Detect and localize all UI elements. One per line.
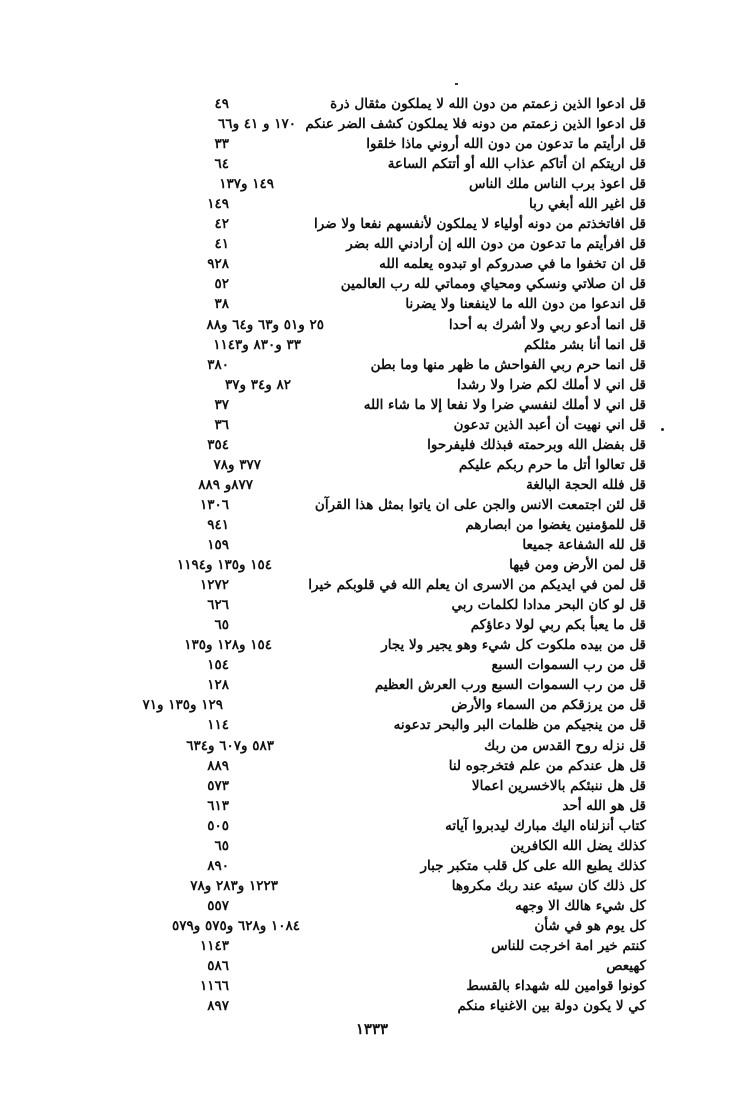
page-references: ٥٥٧ xyxy=(207,897,229,914)
page-references: ٥٨٦ xyxy=(207,958,229,975)
verse-text: قل من يرزقكم من السماء والأرض xyxy=(451,697,646,714)
index-entry xyxy=(180,615,646,635)
page-references: ١١٤٣ xyxy=(199,937,229,954)
page-references: ٣٨٠ xyxy=(207,356,229,373)
index-entry xyxy=(180,816,646,836)
page-references: ٨٩٠ xyxy=(207,857,229,874)
index-entry xyxy=(142,695,646,715)
verse-text: قل هل عندكم من علم فتخرجوه لنا xyxy=(448,757,646,774)
verse-text: قل نزله روح القدس من ربك xyxy=(484,737,646,754)
page-references: ٨٧٧و ٨٨٩ xyxy=(198,476,253,493)
page-references: ٥٢ xyxy=(214,276,229,293)
page-references: ١٥٤ xyxy=(207,657,229,674)
verse-text: كهيعص xyxy=(606,958,646,975)
page-references: ١٠٨٤ و٦٢٨ و٥٧٥ و٥٧٩ xyxy=(171,917,300,934)
index-entry xyxy=(180,435,646,455)
verse-text: قل افاتخذتم من دونه أولياء لا يملكون لأنفسهم نفعا ولا ضرا xyxy=(314,216,646,233)
index-entry xyxy=(180,635,646,655)
page-references: ١٥٤ و١٣٥ و١١٩٤ xyxy=(176,557,272,574)
page-number: ١٣٣٣ xyxy=(355,1020,389,1038)
page-references: ٣٦ xyxy=(214,416,229,433)
verse-text: قل اريتكم ان أتاكم عذاب الله أو أتتكم الساعة xyxy=(387,156,646,173)
verse-text: قل ان صلاتي ونسكي ومحياي ومماتي لله رب العالمين xyxy=(340,276,646,293)
index-entry xyxy=(180,776,646,796)
index-entry xyxy=(180,535,646,555)
verse-text: قل للمؤمنين يغضوا من ابصارهم xyxy=(465,516,646,533)
page-references: ٦١٣ xyxy=(207,797,229,814)
page-references: ١٥٤ و١٢٨ و١٣٥ xyxy=(184,637,272,654)
page-references: ٢٥ و٥١ و٦٣ و٦٤ و٨٨ xyxy=(206,316,324,333)
page-references: ١٢٩ و١٣٥ و٧١ xyxy=(142,697,223,714)
verse-text: قل انما أنا بشر مثلكم xyxy=(524,336,646,353)
verse-text: قل اغير الله أبغي ربا xyxy=(528,196,646,213)
page-references: ٥٧٣ xyxy=(207,777,229,794)
index-entry xyxy=(180,415,646,435)
index-entry xyxy=(180,495,646,515)
verse-text: كذلك يضل الله الكافرين xyxy=(510,837,646,854)
index-entry xyxy=(180,194,646,214)
verse-text: قل اني نهيت أن أعبد الذين تدعون xyxy=(453,416,646,433)
page-references: ٦٥ xyxy=(214,617,229,634)
page-references: ٣٨ xyxy=(214,296,229,313)
verse-text: قل بفضل الله وبرحمته فبذلك فليفرحوا xyxy=(427,436,646,453)
verse-text: كل ذلك كان سيئه عند ربك مكروها xyxy=(451,877,646,894)
verse-text: قل لو كان البحر مدادا لكلمات ربي xyxy=(451,597,646,614)
index-entry xyxy=(180,595,646,615)
index-entry xyxy=(180,274,646,294)
page-references: ٥٨٣ و٦٠٧ و٦٣٤ xyxy=(186,737,274,754)
verse-text: قل هل ننبئكم بالاخسرين اعمالا xyxy=(471,777,646,794)
verse-text: قل انما أدعو ربي ولا أشرك به أحدا xyxy=(448,316,646,333)
page-references: ٣٧٧ و٧٨ xyxy=(213,456,261,473)
verse-text: قل ان تخفوا ما في صدروكم او تبدوه يعلمه الله xyxy=(379,256,646,273)
page-references: ١١٤ xyxy=(207,717,229,734)
index-entry xyxy=(180,254,646,274)
verse-text: قل اندعوا من دون الله ما لاينفعنا ولا يضرنا xyxy=(405,296,646,313)
index-entry xyxy=(180,475,646,495)
index-entry xyxy=(180,294,646,314)
index-entry xyxy=(180,796,646,816)
index-entry xyxy=(180,575,646,595)
index-entry xyxy=(180,936,646,956)
index-entry xyxy=(180,655,646,675)
page-references: ١٢٧٢ xyxy=(199,577,229,594)
page-references: ٦٢٦ xyxy=(207,597,229,614)
page-references: ١٢٨ xyxy=(207,677,229,694)
page-references: ١٤٩ و١٣٧ xyxy=(219,176,274,193)
page-references: ٦٥ xyxy=(214,837,229,854)
verse-text: قل فلله الحجة البالغة xyxy=(526,476,646,493)
scan-speck xyxy=(661,428,664,431)
index-entry xyxy=(180,315,646,335)
index-entry xyxy=(180,896,646,916)
verse-text: قل ادعوا الذين زعمتم من دونه فلا يملكون كشف الضر عنكم xyxy=(305,116,646,133)
page-references: ٤٢ xyxy=(214,216,229,233)
verse-text: كل شيء هالك الا وجهه xyxy=(515,897,646,914)
index-entry xyxy=(180,94,646,114)
index-entry xyxy=(180,976,646,996)
verse-text: قل من رب السموات السبع ورب العرش العظيم xyxy=(374,677,646,694)
page-references: ١٣٠٦ xyxy=(199,496,229,513)
index-entry xyxy=(180,515,646,535)
index-entry xyxy=(180,174,646,194)
page-references: ٣٥٤ xyxy=(207,436,229,453)
verse-text: كي لا يكون دولة بين الاغنياء منكم xyxy=(457,998,646,1015)
index-entry xyxy=(180,375,646,395)
index-entry xyxy=(180,214,646,234)
index-entry xyxy=(180,715,646,735)
verse-text: قل لمن في ايديكم من الاسرى ان يعلم الله في قلوبكم خيرا xyxy=(308,577,646,594)
index-entry xyxy=(180,856,646,876)
verse-text: كنتم خير امة اخرجت للناس xyxy=(491,937,646,954)
verse-text: كتاب أنزلناه اليك مبارك ليدبروا آياته xyxy=(445,817,646,834)
verse-text: قل هو الله أحد xyxy=(562,797,646,814)
index-entry xyxy=(180,996,646,1016)
page-references: ٥٠٥ xyxy=(207,817,229,834)
verse-index-list xyxy=(142,94,646,1016)
verse-text: قل اني لا أملك لنفسي ضرا ولا نفعا إلا ما شاء الله xyxy=(363,396,646,413)
verse-text: قل ادعوا الذين زعمتم من دون الله لا يملكون مثقال ذرة xyxy=(330,96,646,112)
verse-text: قل انما حرم ربي الفواحش ما ظهر منها وما بطن xyxy=(370,356,646,373)
index-entry xyxy=(180,836,646,856)
page-references: ١٥٩ xyxy=(207,537,229,554)
verse-text: كونوا قوامين لله شهداء بالقسط xyxy=(466,978,646,995)
index-entry xyxy=(180,234,646,254)
index-entry xyxy=(180,455,646,475)
verse-text: قل اني لا أملك لكم ضرا ولا رشدا xyxy=(457,376,646,393)
page-references: ٨٩٧ xyxy=(207,998,229,1015)
page-references: ٣٧ xyxy=(214,396,229,413)
index-entry xyxy=(180,956,646,976)
page-references: ٣٣ و٨٣٠ و١١٤٣ xyxy=(213,336,301,353)
verse-text: قل ما يعبأ بكم ربي لولا دعاؤكم xyxy=(470,617,646,634)
index-entry xyxy=(180,675,646,695)
verse-text: قل لمن الأرض ومن فيها xyxy=(509,557,646,574)
page-references: ١١٦٦ xyxy=(199,978,229,995)
page-references: ٩٢٨ xyxy=(207,256,229,273)
verse-text: قل لله الشفاعة جميعا xyxy=(522,537,646,554)
index-entry xyxy=(180,736,646,756)
page-references: ٨٨٩ xyxy=(207,757,229,774)
page-references: ٨٢ و٣٤ و٣٧ xyxy=(224,376,291,393)
verse-text: قل من بيده ملكوت كل شيء وهو يجير ولا يجار xyxy=(381,637,646,654)
verse-text: قل ارأيتم ما تدعون من دون الله أروني ماذا خلقوا xyxy=(366,136,646,153)
index-entry xyxy=(176,555,646,575)
scan-speck xyxy=(455,83,458,85)
verse-text: قل افرأيتم ما تدعون من دون الله إن أرادني الله بضر xyxy=(346,236,646,253)
verse-text: قل اعوذ برب الناس ملك الناس xyxy=(468,176,646,193)
index-entry xyxy=(180,756,646,776)
index-entry xyxy=(180,154,646,174)
index-entry xyxy=(180,335,646,355)
page-references: ٩٤١ xyxy=(207,516,229,533)
page-references: ٤٩ xyxy=(214,96,229,112)
index-entry xyxy=(180,355,646,375)
page-references: ٦٤ xyxy=(214,156,229,173)
index-entry xyxy=(171,916,646,936)
index-entry xyxy=(180,395,646,415)
page-references: ٤١ xyxy=(214,236,229,253)
verse-text: قل تعالوا أتل ما حرم ربكم عليكم xyxy=(458,456,646,473)
index-entry xyxy=(180,876,646,896)
page-references: ١٤٩ xyxy=(207,196,229,213)
page-references: ١٢٢٣ و٢٨٣ و٧٨ xyxy=(190,877,278,894)
verse-text: قل من ينجيكم من ظلمات البر والبحر تدعونه xyxy=(393,717,646,734)
page-references: ٣٣ xyxy=(214,136,229,153)
verse-text: قل من رب السموات السبع xyxy=(491,657,646,674)
index-entry xyxy=(180,114,646,134)
page-references: ١٧٠ و ٤١ و٦٦ xyxy=(218,116,296,133)
verse-text: كل يوم هو في شأن xyxy=(534,917,646,934)
verse-text: قل لئن اجتمعت الانس والجن على ان ياتوا بمثل هذا القرآن xyxy=(314,496,646,513)
index-entry xyxy=(180,134,646,154)
verse-text: كذلك يطبع الله على كل قلب متكبر جبار xyxy=(420,857,646,874)
